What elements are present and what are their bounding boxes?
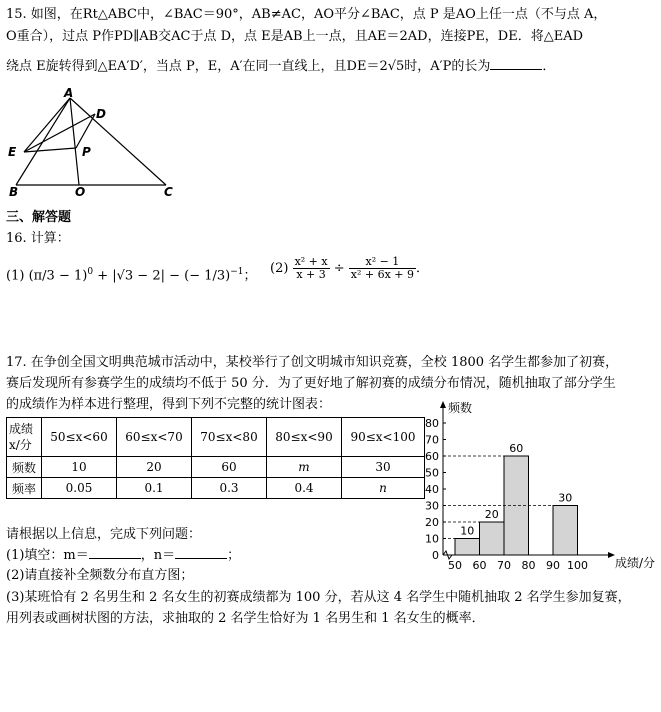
- q17-p1-text-c: ；: [227, 548, 241, 563]
- frequency-table: [6, 417, 425, 499]
- y-tick-label: 30: [425, 499, 439, 513]
- q15-line3-text: 绕点 E旋转得到△EA′D′，当点 P，E，A′在同一直线上，且DE＝2√5时，A′P的长为: [6, 59, 491, 74]
- table-cell: 0.3: [192, 478, 267, 499]
- histogram-bar: [553, 506, 578, 556]
- table-row: [7, 418, 425, 457]
- answer-blank-15: [490, 57, 542, 70]
- y-axis-label: 频数: [448, 401, 473, 415]
- bar-value-label: 60: [509, 442, 524, 455]
- y-tick-label: 10: [425, 532, 439, 546]
- header-label-cell: [7, 418, 42, 457]
- table-row: [7, 457, 425, 478]
- q16-part1: [6, 263, 257, 285]
- q16-title: 16. 计算：: [6, 231, 70, 246]
- table-row: [7, 478, 425, 499]
- answer-blank-m: [89, 546, 141, 559]
- table-cell: n: [342, 478, 425, 499]
- table-cell: 0.1: [117, 478, 192, 499]
- q15-line3: [6, 57, 555, 76]
- label-B: B: [9, 185, 19, 198]
- q17-p1-text-a: (1)填空：m＝: [6, 548, 89, 563]
- table-cell: 60: [192, 457, 267, 478]
- q17-part3-line1: (3)某班恰有 2 名男生和 2 名女生的初赛成绩都为 100 分，若从这 4 名学生中随机抽取 2 名学生参加复赛，: [6, 590, 631, 605]
- q16-p2-num1: x² + x: [294, 255, 328, 268]
- y-tick-label: 0: [432, 549, 439, 562]
- x-tick-label: 80: [521, 559, 536, 572]
- bar-value-label: 30: [558, 491, 573, 505]
- x-tick-label: 60: [472, 559, 487, 572]
- q16-p2-den2: x² + 6x + 9: [350, 268, 415, 281]
- table-cell: 30: [342, 457, 425, 478]
- y-tick-label: 20: [425, 516, 439, 529]
- q17-part3-line2: 用列表或画树状图的方法，求抽取的 2 名学生恰好为 1 名男生和 1 名女生的概率．: [6, 611, 485, 626]
- frequency-histogram: [415, 400, 659, 575]
- row2-label: 频率: [7, 478, 42, 499]
- x-tick-label: 90: [546, 559, 560, 572]
- header-label-top: 成绩: [9, 422, 34, 436]
- y-tick-label: 50: [425, 466, 439, 480]
- y-tick-label: 80: [425, 417, 439, 430]
- histogram-bar: [455, 539, 480, 556]
- q17-line1: 17. 在争创全国文明典范城市活动中，某校举行了创文明城市知识竞赛，全校 1800 名学生都参加了初赛，: [6, 355, 619, 370]
- label-E: E: [8, 145, 17, 159]
- q16-p2-label: (2): [270, 261, 289, 276]
- q15-line1: 15. 如图，在Rt△ABC中，∠BAC＝90°，AB≠AC，AO平分∠BAC，点 P 是AO上任一点（不与点 A，: [6, 7, 607, 22]
- label-A: A: [64, 86, 74, 100]
- q16-p2-frac1: [293, 256, 330, 281]
- answer-blank-n: [175, 546, 227, 559]
- x-tick-label: 50: [448, 559, 462, 572]
- table-cell: 0.4: [267, 478, 342, 499]
- label-P: P: [82, 145, 91, 159]
- label-D: D: [96, 107, 106, 121]
- interval-0: 50≤x<60: [42, 418, 117, 457]
- q17-prompt: 请根据以上信息，完成下列问题：: [6, 527, 202, 542]
- q16-p1-exp0: 0: [87, 267, 94, 277]
- q15-line3-end: ．: [542, 59, 556, 74]
- histogram-bar: [480, 522, 505, 555]
- q17-line2: 赛后发现所有参赛学生的成绩均不低于 50 分．为了更好地了解初赛的成绩分布情况，随机抽取了部分学生: [6, 376, 616, 391]
- q16-p2-num2: x² − 1: [349, 256, 416, 269]
- x-tick-label: 100: [567, 559, 588, 572]
- bar-value-label: 20: [484, 508, 499, 521]
- label-C: C: [164, 185, 173, 198]
- triangle-figure: [6, 86, 186, 198]
- interval-2: 70≤x<80: [192, 418, 267, 457]
- q16-p2-tail: ．: [416, 261, 430, 276]
- table-cell: 10: [42, 457, 117, 478]
- table-cell: 20: [117, 457, 192, 478]
- q16-p2-frac2: [349, 256, 416, 281]
- y-tick-label: 60: [425, 450, 439, 463]
- interval-1: 60≤x<70: [117, 418, 192, 457]
- q16-p2-den1: x + 3: [296, 268, 326, 281]
- q16-p1-expr-b: + |√3 − 2| − (− 1/3): [93, 268, 231, 284]
- y-axis-arrow: [440, 401, 446, 408]
- table-cell: m: [267, 457, 342, 478]
- label-O: O: [75, 185, 86, 198]
- x-tick-label: 70: [497, 559, 511, 572]
- q16-part2: [270, 256, 429, 281]
- q16-p1-expn: −1: [230, 267, 244, 277]
- q16-p1-expr-a: (π/3 − 1): [28, 268, 88, 284]
- table-cell: 0.05: [42, 478, 117, 499]
- x-axis-label: 成绩/分: [615, 556, 656, 570]
- q17-line3: 的成绩作为样本进行整理，得到下列不完整的统计图表：: [6, 397, 332, 412]
- y-tick-label: 40: [425, 483, 439, 496]
- q17-part2: (2)请直接补全频数分布直方图；: [6, 568, 194, 583]
- q17-p1-text-b: ，n＝: [140, 548, 176, 563]
- header-label-bottom: x/分: [9, 438, 32, 452]
- q16-p1-tail: ；: [243, 268, 257, 284]
- bar-value-label: 10: [460, 524, 475, 538]
- section-heading: 三、解答题: [6, 210, 72, 225]
- interval-3: 80≤x<90: [267, 418, 342, 457]
- y-tick-label: 70: [425, 433, 439, 447]
- interval-4: 90≤x<100: [342, 418, 425, 457]
- q15-line2: O重合），过点 P作PD∥AB交AC于点 D，点 E是AB上一点，且AE＝2AD，连接PE，DE．将△EAD: [6, 29, 584, 44]
- row1-label: 频数: [7, 457, 42, 478]
- q16-p2-op: ÷: [333, 261, 345, 276]
- q17-part1: [6, 546, 240, 565]
- x-axis-arrow: [608, 552, 615, 558]
- q16-p1-label: (1): [6, 268, 25, 284]
